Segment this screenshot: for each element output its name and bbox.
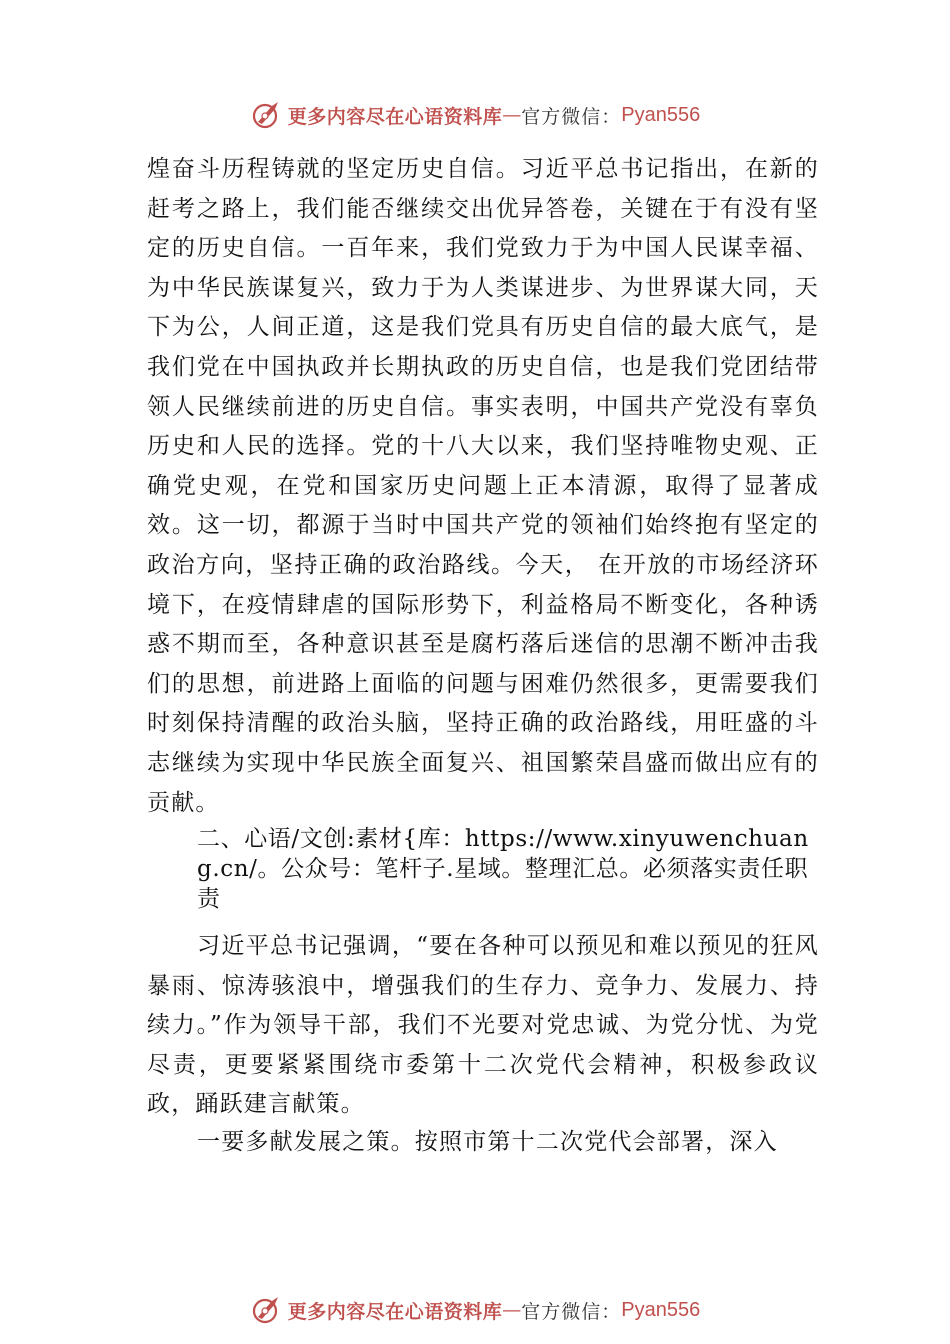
footer-banner	[0, 1290, 950, 1330]
banner-wechat-label: 官方微信：	[521, 1300, 622, 1323]
red-quill-logo-icon	[250, 1293, 284, 1327]
section-heading: 二、心语/文创:素材{库：https://www.xinyuwenchuang.cn/。公众号：笔杆子.星域。整理汇总。必须落实责任职责	[197, 826, 809, 912]
banner-title: 更多内容尽在心语资料库	[287, 105, 503, 128]
banner-wechat-id: Pyan556	[621, 103, 701, 126]
body-paragraph-3: 一要多献发展之策。按照市第十二次党代会部署，深入	[197, 1129, 778, 1155]
body-paragraph-2: 习近平总书记强调，“要在各种可以预见和难以预见的狂风暴雨、惊涛骇浪中，增强我们的生存力、竞争力、发展力、持续力。”作为领导干部，我们不光要对党忠诚、为党分忧、为党尽责，更要紧紧围绕市委第十二次党代会精神，积极参政议政，踊跃建言献策。	[147, 933, 819, 1118]
banner-title: 更多内容尽在心语资料库	[287, 1300, 503, 1323]
banner-separator: —	[502, 1299, 522, 1321]
banner-separator: —	[502, 104, 522, 126]
banner-wechat-id: Pyan556	[621, 1298, 701, 1321]
header-banner	[0, 95, 950, 135]
banner-wechat-label: 官方微信：	[521, 105, 622, 128]
body-paragraph-1: 煌奋斗历程铸就的坚定历史自信。习近平总书记指出，在新的赶考之路上，我们能否继续交出优异答卷，关键在于有没有坚定的历史自信。一百年来，我们党致力于为中国人民谋幸福、为中华民族谋复兴，致力于为人类谋进步、为世界谋大同，天下为公，人间正道，这是我们党具有历史自信的最大底气，是我们党在中国执政并长期执政的历史自信，也是我们党团结带领人民继续前进的历史自信。事实表明，中国共产党没有辜负历史和人民的选择。党的十八大以来，我们坚持唯物史观、正确党史观，在党和国家历史问题上正本清源，取得了显著成效。这一切，都源于当时中国共产党的领袖们始终抱有坚定的政治方向，坚持正确的政治路线。今天， 在开放的市场经济环境下，在疫情肆虐的国际形势下，利益格局不断变化，各种诱惑不期而至，各种意识甚至是腐朽落后迷信的思潮不断冲击我们的思想，前进路上面临的问题与困难仍然很多，更需要我们时刻保持清醒的政治头脑，坚持正确的政治路线，用旺盛的斗志继续为实现中华民族全面复兴、祖国繁荣昌盛而做出应有的贡献。	[147, 156, 819, 816]
red-quill-logo-icon	[250, 98, 284, 132]
